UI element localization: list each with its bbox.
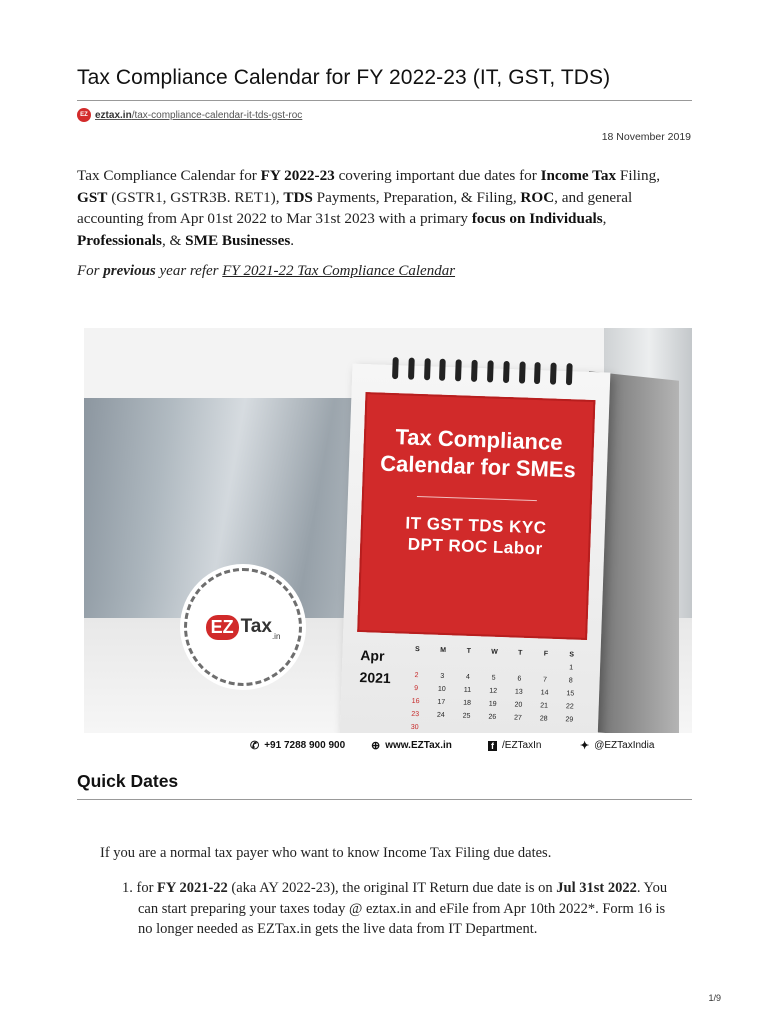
calendar-day bbox=[481, 661, 507, 669]
calendar-day: 11 bbox=[463, 686, 472, 694]
source-domain: eztax.in bbox=[95, 109, 132, 121]
contact-twitter: ✦ @EZTaxIndia bbox=[580, 740, 655, 752]
calendar-day bbox=[404, 659, 430, 667]
calendar-year: 2021 bbox=[359, 669, 392, 687]
calendar-day bbox=[430, 659, 456, 667]
previous-calendar-link[interactable]: FY 2021-22 Tax Compliance Calendar bbox=[222, 263, 456, 279]
calendar-day: 16 bbox=[411, 697, 420, 706]
quick-dates-heading: Quick Dates bbox=[77, 771, 179, 791]
calendar-day: 9 bbox=[414, 684, 419, 693]
calendar-month bbox=[359, 644, 392, 689]
eztax-logo-icon: EZ bbox=[77, 108, 91, 122]
publish-date: 18 November 2019 bbox=[601, 131, 691, 143]
calendar-day: 29 bbox=[565, 716, 574, 724]
calendar-title: Tax Compliance Calendar for SMEs bbox=[379, 424, 577, 483]
calendar-day: 7 bbox=[542, 676, 548, 684]
calendar-weekday: W bbox=[491, 648, 498, 656]
twitter-icon: ✦ bbox=[580, 740, 590, 752]
calendar-day bbox=[507, 662, 533, 670]
quick-dates-paragraph: If you are a normal tax payer who want to know Income Tax Filing due dates. bbox=[100, 845, 552, 861]
contact-website: ⊕ www.EZTax.in bbox=[371, 740, 452, 752]
calendar-day: 15 bbox=[566, 690, 575, 698]
calendar-cover bbox=[357, 392, 595, 640]
calendar-divider bbox=[417, 496, 537, 501]
globe-icon: ⊕ bbox=[371, 740, 381, 752]
intro-paragraph: Tax Compliance Calendar for FY 2022-23 covering important due dates for Income Tax Filing, GST (GSTR1, GSTR3B. RET1), TDS Payments, Preparation, & Filing, ROC, and general accounting from Apr 01st 2022 to Mar 31st 2023 with a primary focus on Individuals, Professionals, & SME Businesses. bbox=[77, 167, 660, 249]
calendar-day: 22 bbox=[565, 703, 574, 711]
source-link[interactable] bbox=[95, 110, 302, 121]
calendar-day: 27 bbox=[513, 714, 522, 722]
previous-year-note: For previous year refer FY 2021-22 Tax Compliance Calendar bbox=[77, 263, 456, 279]
hero-image bbox=[84, 328, 692, 758]
source-line bbox=[77, 108, 302, 122]
contact-bar bbox=[84, 733, 692, 758]
calendar-month-name: Apr bbox=[360, 647, 385, 664]
list-item: 1. for FY 2021-22 (aka AY 2022-23), the original IT Return due date is on Jul 31st 2022. You can start preparing your taxes today @ eztax.in and eFile from Apr 10th 2022*. Form 16 is no longer needed as EZTax.in gets the live data from IT Department. bbox=[122, 880, 668, 937]
calendar-day: 4 bbox=[465, 673, 471, 681]
calendar-weekday: S bbox=[414, 645, 420, 654]
phone-icon: ✆ bbox=[250, 740, 260, 752]
calendar-day: 21 bbox=[540, 702, 549, 710]
eztax-badge bbox=[184, 568, 302, 686]
calendar-day: 14 bbox=[540, 689, 549, 697]
calendar-day: 19 bbox=[488, 700, 497, 708]
calendar-day: 26 bbox=[488, 713, 497, 721]
calendar-day: 12 bbox=[489, 687, 498, 695]
page-title: Tax Compliance Calendar for FY 2022-23 (IT, GST, TDS) bbox=[77, 66, 611, 89]
page-number: 1/9 bbox=[708, 993, 721, 1003]
calendar-weekday: S bbox=[569, 651, 575, 659]
calendar-weekday: F bbox=[543, 650, 549, 658]
calendar-weekday: M bbox=[440, 646, 447, 655]
contact-phone: ✆ +91 7288 900 900 bbox=[250, 740, 346, 752]
calendar-day: 20 bbox=[514, 701, 523, 709]
source-path: /tax-compliance-calendar-it-tds-gst-roc bbox=[131, 109, 303, 121]
calendar-day bbox=[533, 663, 559, 671]
calendar-day bbox=[455, 660, 481, 668]
calendar-day: 10 bbox=[437, 685, 446, 694]
quick-dates-divider bbox=[77, 799, 692, 800]
calendar-day: 2 bbox=[414, 671, 419, 680]
calendar-day: 24 bbox=[436, 711, 445, 720]
calendar-day: 17 bbox=[437, 698, 446, 707]
calendar-day: 18 bbox=[463, 699, 472, 707]
badge-tax: Tax bbox=[240, 616, 272, 637]
calendar-weekday: T bbox=[517, 649, 523, 657]
desk-calendar bbox=[340, 364, 611, 743]
calendar-day: 6 bbox=[517, 675, 522, 683]
badge-ez: EZ bbox=[206, 615, 239, 640]
calendar-day: 1 bbox=[569, 664, 574, 672]
facebook-icon: f bbox=[488, 741, 497, 751]
contact-facebook: f /EZTaxIn bbox=[488, 740, 541, 751]
calendar-day: 25 bbox=[462, 712, 471, 720]
calendar-day: 13 bbox=[514, 688, 523, 696]
calendar-day: 3 bbox=[440, 672, 445, 680]
calendar-day: 28 bbox=[539, 715, 548, 723]
calendar-day: 5 bbox=[491, 674, 496, 682]
badge-tld: .in bbox=[271, 632, 281, 641]
calendar-day: 23 bbox=[411, 710, 420, 719]
calendar-day: 8 bbox=[568, 677, 573, 685]
calendar-weekday: T bbox=[466, 647, 472, 655]
calendar-grid bbox=[402, 646, 585, 737]
calendar-subtitle-2: DPT ROC Labor bbox=[407, 534, 543, 559]
calendar-subtitle-1: IT GST TDS KYC bbox=[405, 513, 547, 538]
calendar-day: 30 bbox=[410, 723, 419, 732]
title-divider bbox=[77, 100, 692, 101]
